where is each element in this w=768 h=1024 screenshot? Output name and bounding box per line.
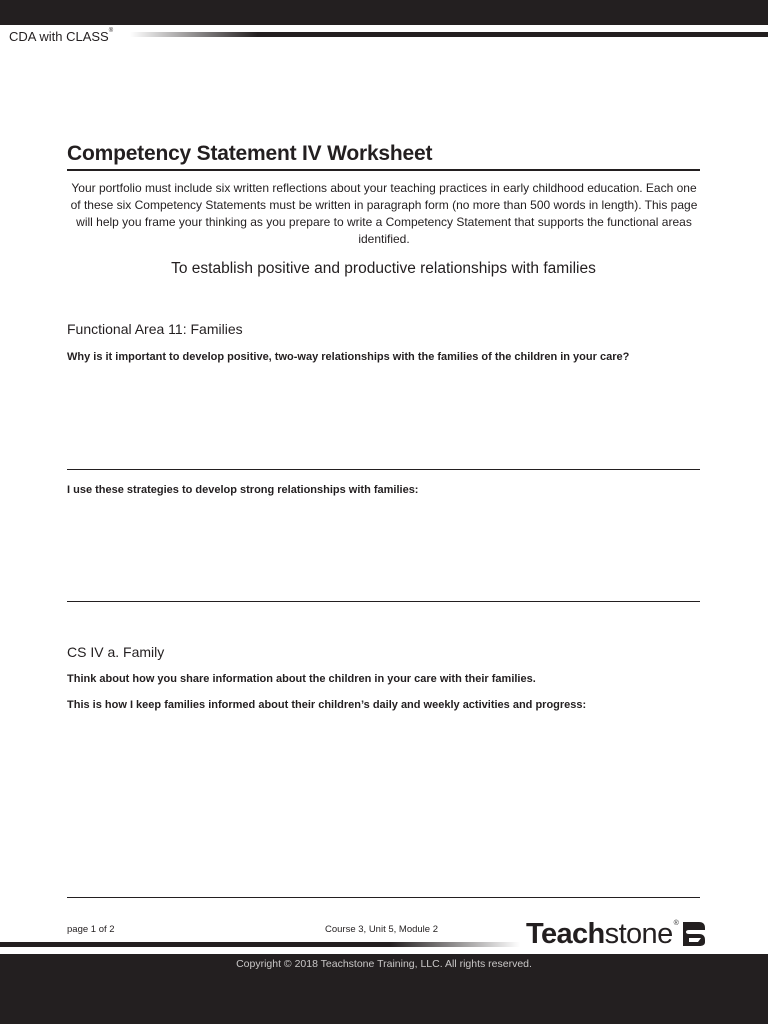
copyright-text: Copyright © 2018 Teachstone Training, LLC. All rights reserved. [236, 958, 532, 970]
section-heading-functional-area: Functional Area 11: Families [67, 321, 243, 337]
teachstone-logo [526, 916, 707, 952]
page-number: page 1 of 2 [67, 924, 115, 935]
intro-paragraph: Your portfolio must include six written reflections about your teaching practices in early childhood education. Each one of these six Competency Statements must be written in paragraph form (no more than 500 words in length). This page will help you frame your thinking as you prepare to write a Competency Statement that supports the functional areas identified. [70, 181, 698, 246]
prompt-importance: Why is it important to develop positive, two-way relationships with the families of the children in your care? [67, 351, 630, 363]
prompt-keep-informed: This is how I keep families informed about their children’s daily and weekly activities and progress: [67, 699, 587, 711]
logo-wordmark-bold: Teach [526, 918, 605, 950]
prompt-strategies: I use these strategies to develop strong relationships with families: [67, 484, 419, 496]
section-heading-cs-iv-a: CS IV a. Family [67, 644, 165, 660]
header-brand [9, 29, 113, 44]
footer-stripe [0, 942, 520, 947]
page-title: Competency Statement IV Worksheet [67, 142, 433, 165]
prompt-share-info: Think about how you share information about the children in your care with their families. [67, 673, 536, 685]
header-stripe [130, 32, 768, 37]
teachstone-mark-icon [681, 920, 707, 948]
course-label: Course 3, Unit 5, Module 2 [325, 924, 439, 935]
logo-wordmark-light: stone [604, 918, 673, 950]
answer-line [67, 897, 700, 898]
goal-statement: To establish positive and productive relationships with families [171, 260, 596, 277]
logo-wordmark [526, 916, 673, 952]
title-divider [67, 169, 700, 171]
header-brand-registered: ® [108, 28, 114, 34]
answer-line [67, 469, 700, 470]
header-brand-text: CDA with CLASS [9, 29, 109, 44]
answer-line [67, 601, 700, 602]
logo-registered: ® [673, 920, 679, 927]
top-bar [0, 0, 768, 25]
